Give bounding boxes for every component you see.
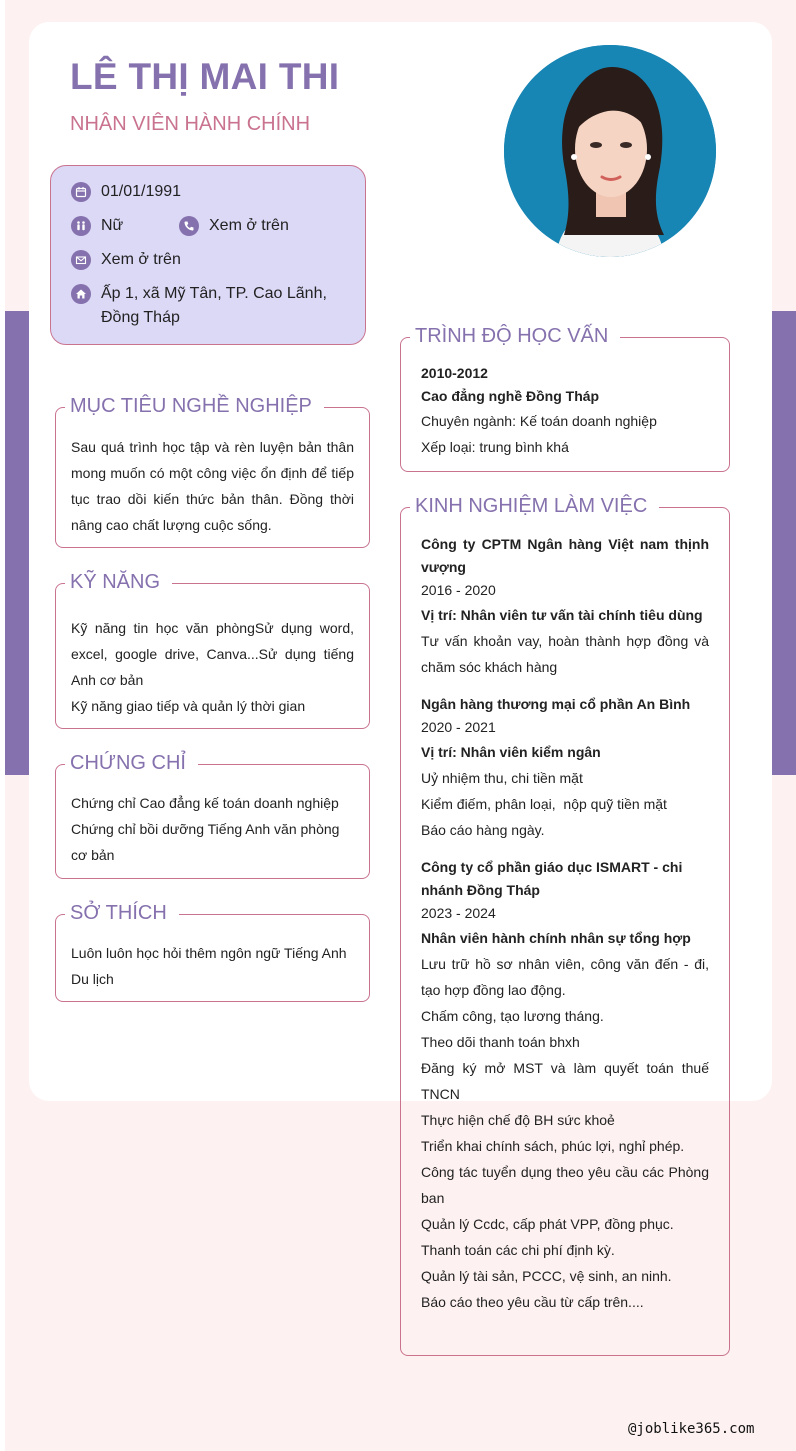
job-entry	[421, 693, 709, 843]
job-duty: Chấm công, tạo lương tháng.	[421, 1008, 604, 1024]
site-watermark: @joblike365.com	[628, 1421, 755, 1437]
calendar-icon	[71, 182, 91, 202]
job-period: 2023 - 2024	[421, 905, 496, 921]
job-entry	[421, 856, 709, 1315]
certificates-section	[55, 752, 370, 879]
contact-phone	[179, 214, 289, 238]
gender-icon	[71, 216, 91, 236]
skills-title: KỸ NĂNG	[65, 568, 172, 596]
job-duty: Theo dõi thanh toán bhxh	[421, 1034, 580, 1050]
candidate-job-title: NHÂN VIÊN HÀNH CHÍNH	[70, 113, 311, 135]
phone-value: Xem ở trên	[209, 217, 289, 234]
job-entry	[421, 533, 709, 680]
job-position: Nhân viên hành chính nhân sự tổng hợp	[421, 930, 691, 946]
objective-section	[55, 395, 370, 548]
hobby-item: Du lịch	[71, 971, 114, 987]
education-school: Cao đẳng nghề Đồng Tháp	[421, 388, 600, 404]
skill-item: Kỹ năng tin học văn phòngSử dụng word, excel, google drive, Canva...Sử dụng tiếng Anh cơ bản	[71, 620, 354, 688]
experience-section	[400, 495, 730, 1356]
hobby-item: Luôn luôn học hỏi thêm ngôn ngữ Tiếng Anh	[71, 945, 347, 961]
hobbies-section	[55, 902, 370, 1002]
hobbies-title: SỞ THÍCH	[65, 899, 179, 927]
job-duty: Uỷ nhiệm thu, chi tiền mặt	[421, 770, 583, 786]
skills-section	[55, 571, 370, 729]
left-decor-band	[5, 311, 29, 775]
job-duty: Quản lý tài sản, PCCC, vệ sinh, an ninh.	[421, 1268, 672, 1284]
hobbies-list	[71, 940, 354, 992]
job-duty: Triển khai chính sách, phúc lợi, nghỉ phép.	[421, 1138, 685, 1154]
job-period: 2016 - 2020	[421, 582, 496, 598]
contact-birthday	[71, 180, 181, 204]
job-period: 2020 - 2021	[421, 719, 496, 735]
certificates-title: CHỨNG CHỈ	[65, 749, 198, 777]
job-position: Vị trí: Nhân viên tư vấn tài chính tiêu dùng	[421, 607, 703, 623]
certificate-item: Chứng chỉ bồi dưỡng Tiếng Anh văn phòng cơ bản	[71, 821, 340, 863]
email-value: Xem ở trên	[101, 251, 181, 268]
candidate-name: LÊ THỊ MAI THI	[70, 56, 340, 97]
objective-title: MỤC TIÊU NGHỀ NGHIỆP	[65, 392, 324, 420]
contact-gender	[71, 214, 123, 238]
education-section	[400, 325, 730, 472]
job-company: Công ty CPTM Ngân hàng Việt nam thịnh vượng	[421, 536, 709, 575]
birthday-value: 01/01/1991	[101, 183, 182, 200]
job-duty: Thực hiện chế độ BH sức khoẻ	[421, 1112, 615, 1128]
education-title: TRÌNH ĐỘ HỌC VẤN	[410, 322, 620, 350]
certificates-list	[71, 790, 354, 868]
contact-address	[71, 282, 327, 330]
home-icon	[71, 284, 91, 304]
skills-list	[71, 615, 354, 719]
job-duty: Công tác tuyển dụng theo yêu cầu các Phòng ban	[421, 1164, 709, 1206]
job-duty: Tư vấn khoản vay, hoàn thành hợp đồng và chăm sóc khách hàng	[421, 633, 709, 675]
experience-title: KINH NGHIỆM LÀM VIỆC	[410, 492, 659, 520]
skill-item: Kỹ năng giao tiếp và quản lý thời gian	[71, 698, 306, 714]
job-position: Vị trí: Nhân viên kiểm ngân	[421, 744, 601, 760]
job-company: Công ty cổ phần giáo dục ISMART - chi nhánh Đồng Tháp	[421, 859, 683, 898]
job-duty: Báo cáo hàng ngày.	[421, 822, 545, 838]
objective-text: Sau quá trình học tập và rèn luyện bản thân mong muốn có một công việc ổn định để tiếp tục trao dồi kiến thức bản thân. Đồng thời nâng cao chất lượng cuộc sống.	[71, 439, 354, 533]
address-line-2: Đồng Tháp	[101, 309, 180, 326]
profile-photo	[504, 45, 716, 257]
job-duty: Lưu trữ hồ sơ nhân viên, công văn đến - đi, tạo hợp đồng lao động.	[421, 956, 709, 998]
job-duty: Đăng ký mở MST và làm quyết toán thuế TNCN	[421, 1060, 709, 1102]
address-line-1: Ấp 1, xã Mỹ Tân, TP. Cao Lãnh,	[101, 285, 327, 302]
education-entry	[421, 362, 709, 460]
contact-email	[71, 248, 181, 272]
gender-value: Nữ	[101, 217, 124, 234]
experience-list	[421, 533, 709, 1315]
education-major: Chuyên ngành: Kế toán doanh nghiệp	[421, 413, 657, 429]
job-duty: Báo cáo theo yêu cầu từ cấp trên....	[421, 1294, 644, 1310]
job-duty: Kiểm điếm, phân loại, nộp quỹ tiền mặt	[421, 796, 667, 812]
education-period: 2010-2012	[421, 365, 488, 381]
email-icon	[71, 250, 91, 270]
portrait-illustration	[504, 45, 716, 257]
job-company: Ngân hàng thương mại cổ phần An Bình	[421, 696, 691, 712]
job-duty: Quản lý Ccdc, cấp phát VPP, đồng phục.	[421, 1216, 674, 1232]
right-decor-band	[772, 311, 796, 775]
phone-icon	[179, 216, 199, 236]
certificate-item: Chứng chỉ Cao đẳng kế toán doanh nghiệp	[71, 795, 339, 811]
education-grade: Xếp loại: trung bình khá	[421, 439, 569, 455]
job-duty: Thanh toán các chi phí định kỳ.	[421, 1242, 615, 1258]
